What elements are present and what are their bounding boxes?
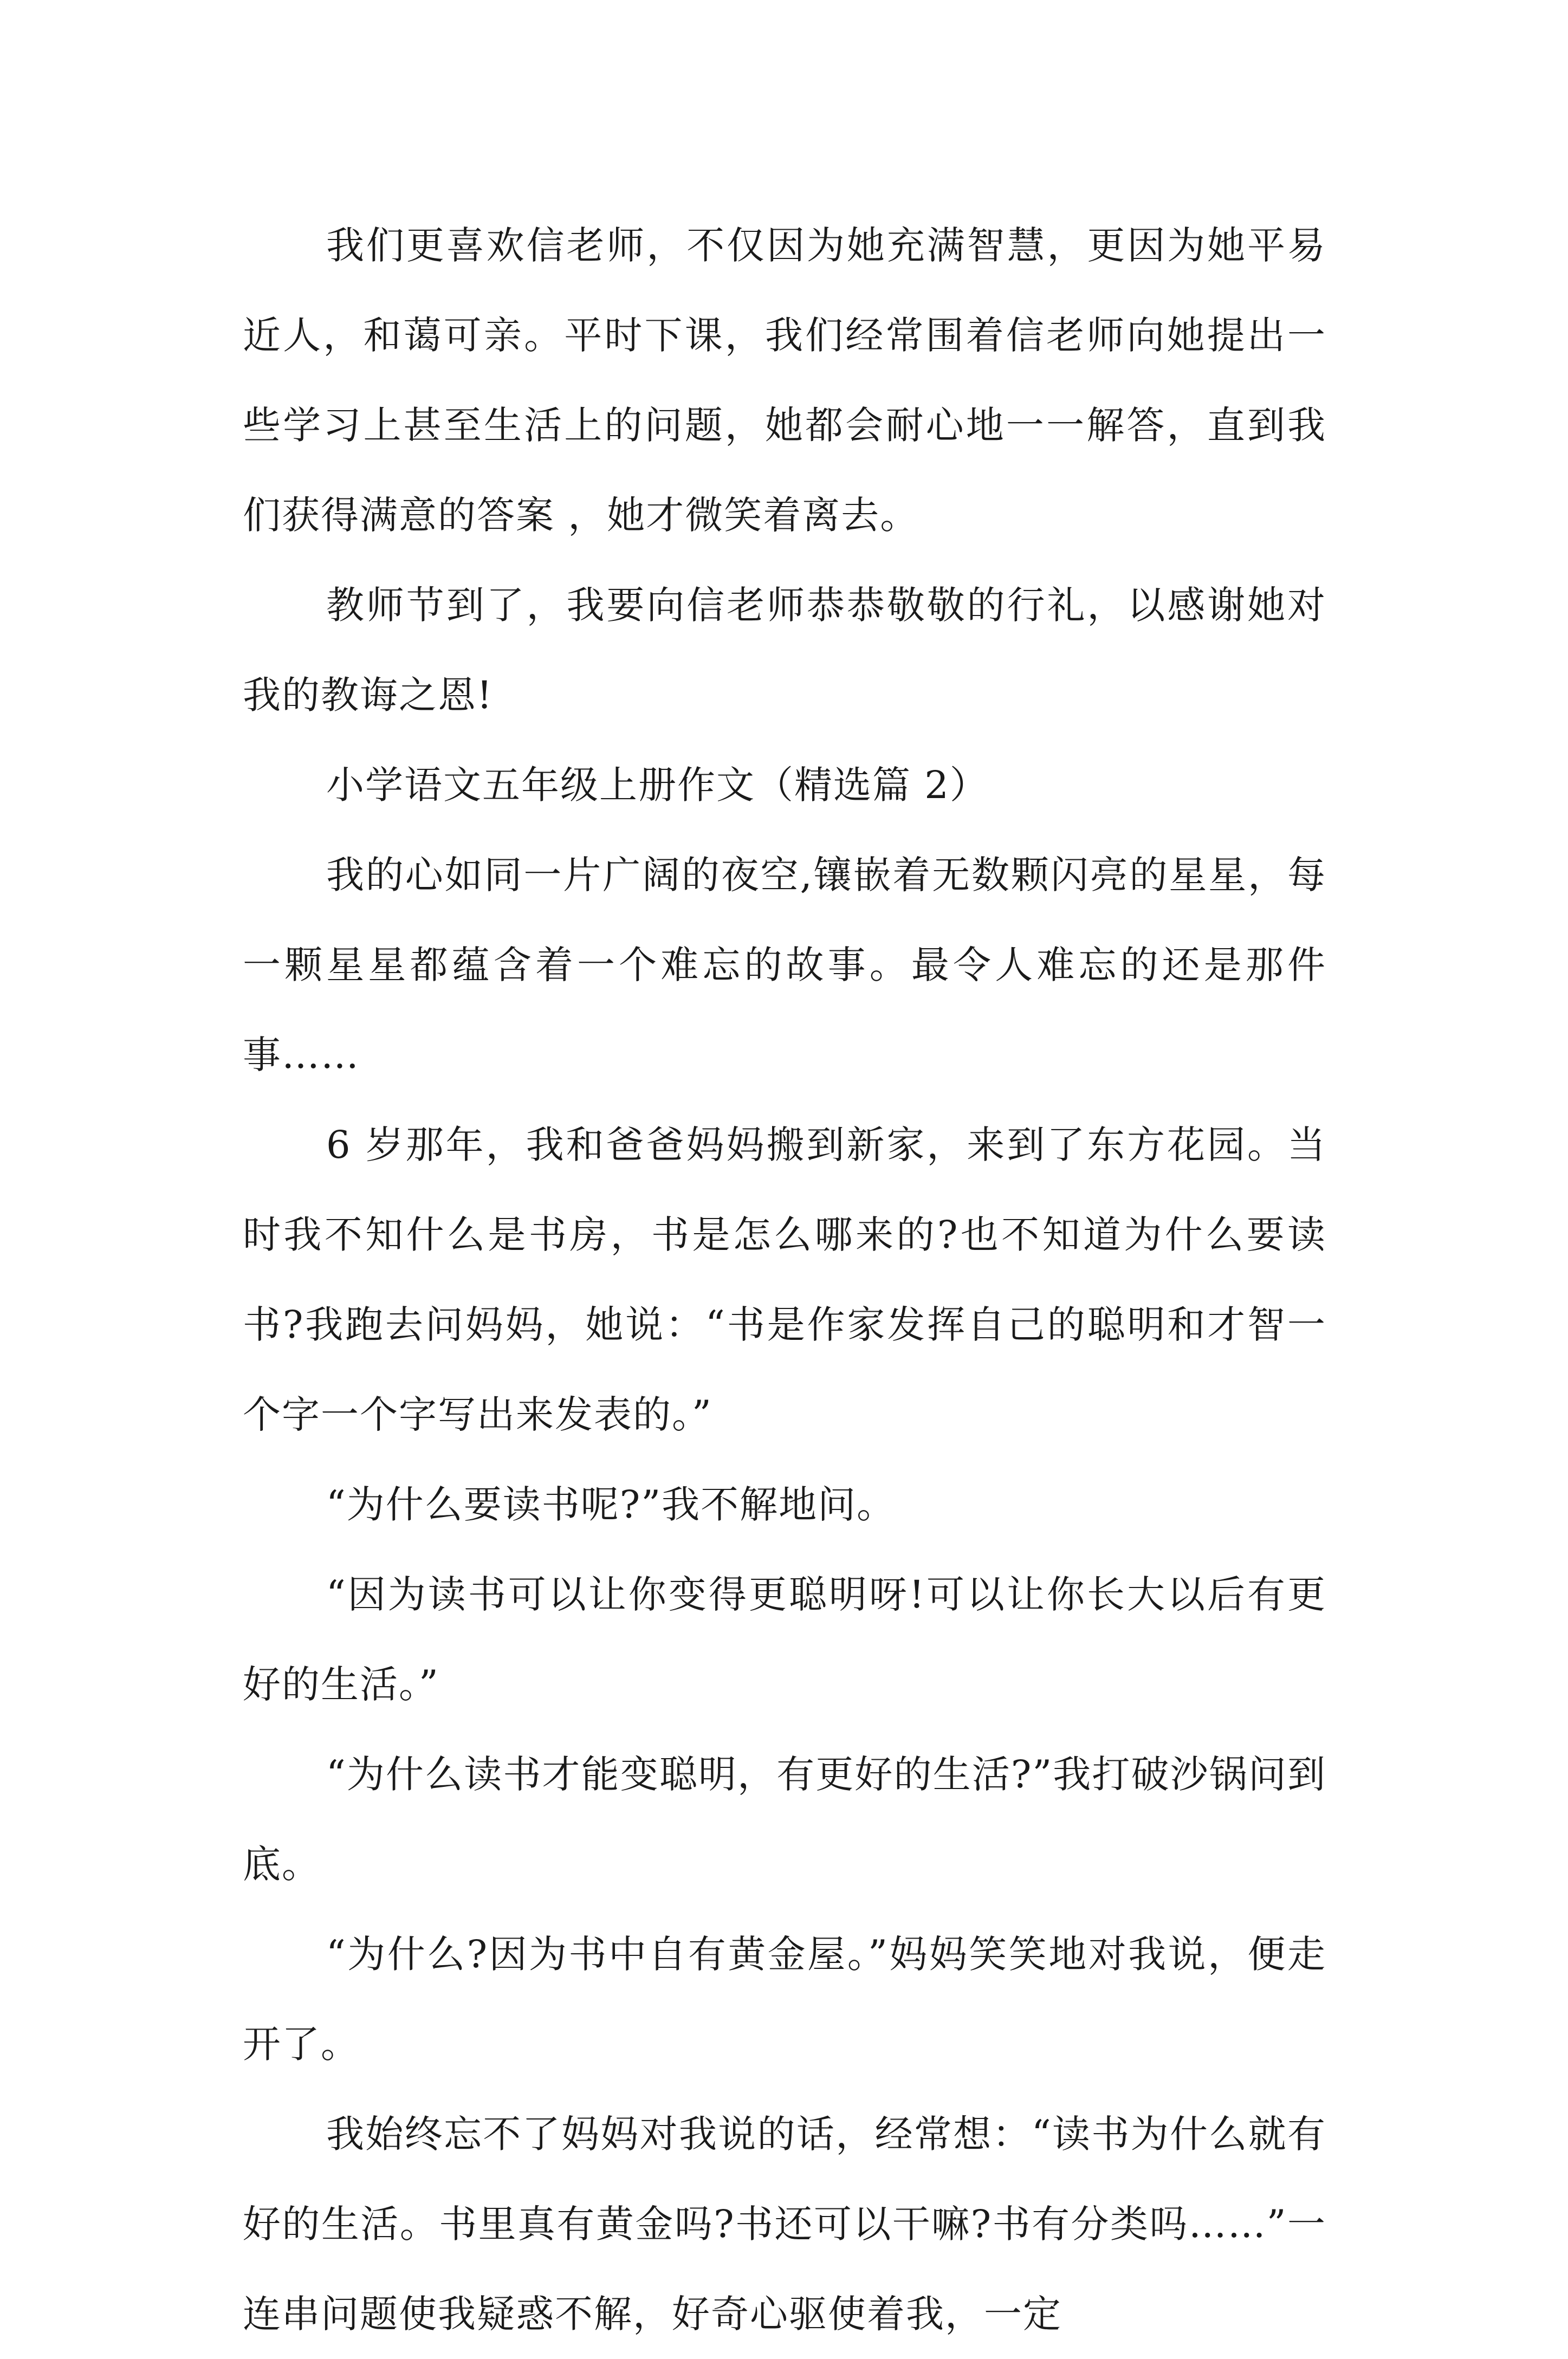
paragraph: “为什么?因为书中自有黄金屋。”妈妈笑笑地对我说，便走开了。 [243,1932,1326,2066]
paragraph: 我们更喜欢信老师，不仅因为她充满智慧，更因为她平易近人，和蔼可亲。平时下课，我们经常围着信老师向她提出一些学习上甚至生活上的问题，她都会耐心地一一解答，直到我们获得满意的答案 ，她才微笑着离去。 [243,223,1326,537]
paragraph: 6 岁那年，我和爸爸妈妈搬到新家，来到了东方花园。当时我不知什么是书房，书是怎么哪来的?也不知道为什么要读书?我跑去问妈妈，她说：“书是作家发挥自己的聪明和才智一个字一个字写出来发表的。” [243,1123,1326,1437]
paragraph: 我的心如同一片广阔的夜空,镶嵌着无数颗闪亮的星星，每一颗星星都蕴含着一个难忘的故事。最令人难忘的还是那件事…… [243,853,1326,1077]
paragraph: “为什么读书才能变聪明，有更好的生活?”我打破沙锅问到底。 [243,1752,1326,1887]
paragraph: 我始终忘不了妈妈对我说的话，经常想：“读书为什么就有好的生活。书里真有黄金吗?书还可以干嘛?书有分类吗……”一连串问题使我疑惑不解，好奇心驱使着我，一定 [243,2112,1326,2336]
paragraph: “因为读书可以让你变得更聪明呀!可以让你长大以后有更好的生活。” [243,1572,1326,1707]
paragraph: 教师节到了，我要向信老师恭恭敬敬的行礼，以感谢她对我的教诲之恩! [243,583,1326,717]
section-heading: 小学语文五年级上册作文（精选篇 2） [326,763,989,807]
document-body [243,200,1326,2359]
paragraph: “为什么要读书呢?”我不解地问。 [326,1482,896,1527]
